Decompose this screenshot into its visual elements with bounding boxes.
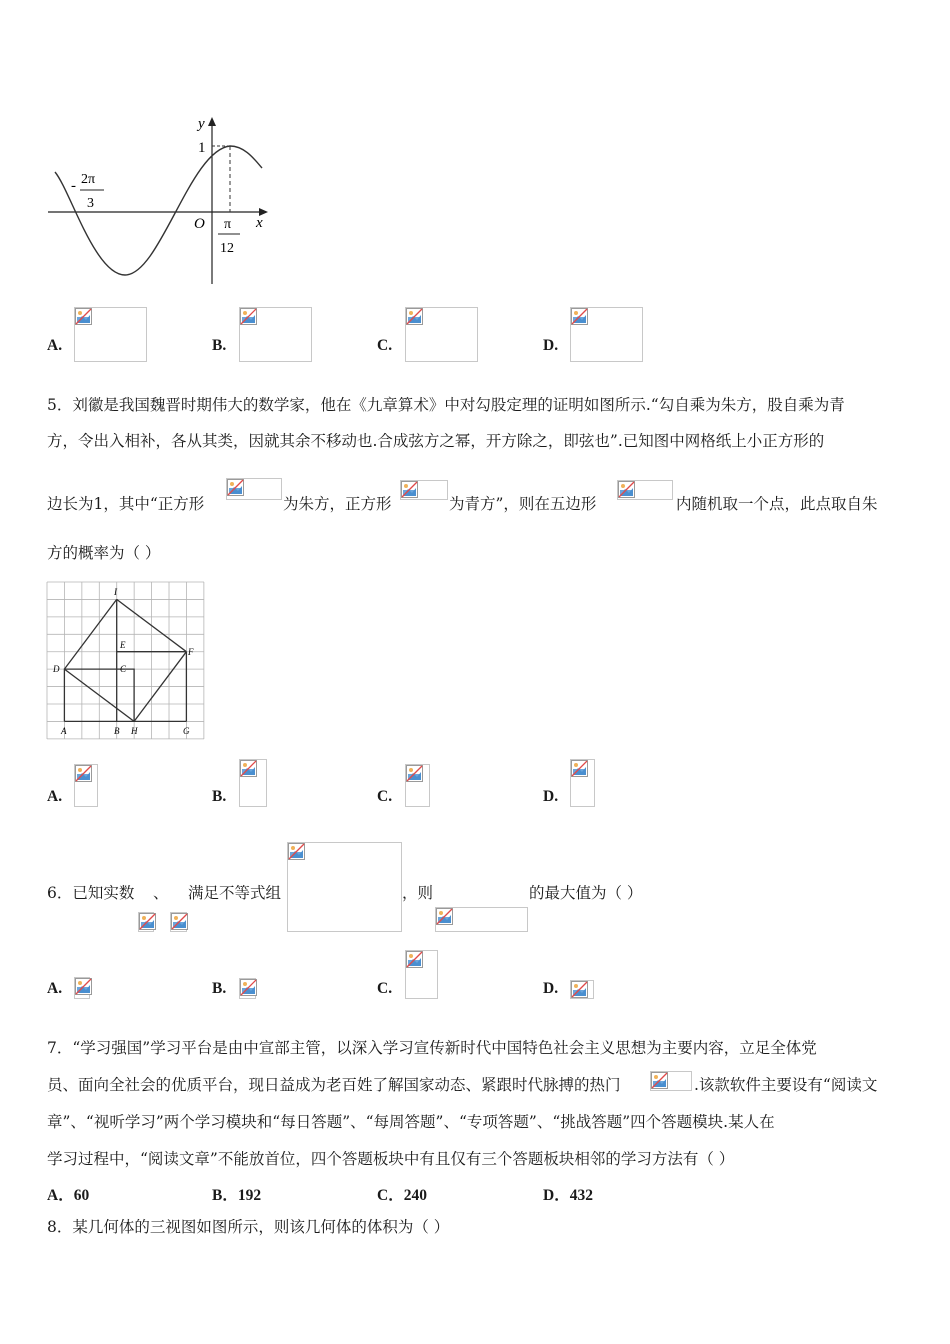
grid-label-d: D bbox=[53, 664, 60, 674]
broken-image-icon bbox=[571, 308, 588, 325]
broken-image-icon bbox=[139, 913, 156, 930]
q7-line1: 7．“学习强国”学习平台是由中宣部主管，以深入学习宣传新时代中国特色社会主义思想为主要内容，立足全体党 bbox=[47, 1039, 817, 1057]
q4-option-b-label: B. bbox=[212, 337, 227, 354]
broken-image-icon bbox=[240, 308, 257, 325]
q6-part-a: 6．已知实数 bbox=[47, 884, 135, 902]
q7-option-a: A．60 bbox=[47, 1187, 90, 1204]
grid-label-e: E bbox=[120, 640, 126, 650]
q4-option-d-label: D. bbox=[543, 337, 559, 354]
broken-image-icon bbox=[406, 951, 423, 968]
q7-option-c: C．240 bbox=[377, 1187, 427, 1204]
q6-option-c-image bbox=[405, 950, 438, 999]
broken-image-icon bbox=[651, 1072, 668, 1089]
broken-image-icon bbox=[436, 908, 453, 925]
broken-image-icon bbox=[401, 481, 418, 498]
q7-line4: 学习过程中，“阅读文章”不能放首位，四个答题板块中有且仅有三个答题板块相邻的学习方法有（ ） bbox=[47, 1150, 735, 1168]
neg-sign: - bbox=[71, 178, 76, 194]
q6-option-a-image bbox=[74, 977, 90, 999]
neg-tick-denominator: 3 bbox=[87, 196, 94, 211]
origin-label: O bbox=[194, 216, 205, 232]
neg-tick-numerator: 2π bbox=[81, 172, 96, 187]
q5-option-b-label: B. bbox=[212, 788, 227, 805]
broken-image-icon bbox=[618, 481, 635, 498]
q6-variable-x-image bbox=[138, 912, 154, 932]
grid-label-a: A bbox=[61, 726, 67, 736]
q6-option-b-image bbox=[239, 978, 256, 999]
q7-option-d: D．432 bbox=[543, 1187, 593, 1204]
broken-image-icon bbox=[288, 843, 305, 860]
q5-option-b-image bbox=[239, 759, 267, 807]
q6-expression-image bbox=[435, 907, 528, 932]
q5-option-d-label: D. bbox=[543, 788, 559, 805]
y-tick-one: 1 bbox=[198, 140, 206, 156]
q5-option-a-image bbox=[74, 764, 98, 807]
q4-option-a-label: A. bbox=[47, 337, 63, 354]
broken-image-icon bbox=[227, 479, 244, 496]
grid-label-f: F bbox=[188, 647, 194, 657]
pythagoras-grid-figure bbox=[45, 580, 207, 742]
q5-line3-a: 边长为1，其中“正方形 bbox=[47, 495, 205, 513]
grid-label-c: C bbox=[120, 664, 127, 674]
broken-image-icon bbox=[571, 981, 588, 998]
q6-option-d-label: D. bbox=[543, 980, 559, 997]
x-axis-label: x bbox=[256, 215, 263, 231]
q8-line1: 8．某几何体的三视图如图所示，则该几何体的体积为（ ） bbox=[47, 1218, 450, 1236]
q5-square-qing-image bbox=[400, 480, 448, 500]
q6-inequality-system-image bbox=[287, 842, 402, 932]
broken-image-icon bbox=[240, 979, 257, 996]
q5-square-zhu-image bbox=[226, 478, 282, 500]
broken-image-icon bbox=[75, 308, 92, 325]
q6-option-d-image bbox=[570, 980, 594, 999]
q6-option-a-label: A. bbox=[47, 980, 63, 997]
q7-line3: 章”、“视听学习”两个学习模块和“每日答题”、“每周答题”、“专项答题”、“挑战答题”四个答题模块.某人在 bbox=[47, 1113, 775, 1131]
q5-line3-c: 为青方”，则在五边形 bbox=[449, 495, 597, 513]
broken-image-icon bbox=[75, 978, 92, 995]
q5-line2: 方，令出入相补，各从其类，因就其余不移动也.合成弦方之幂，开方除之，即弦也”.已知图中网格纸上小正方形的 bbox=[47, 432, 825, 450]
broken-image-icon bbox=[171, 913, 188, 930]
q7-line2-b: .该款软件主要设有“阅读文 bbox=[694, 1076, 878, 1094]
q7-option-b: B．192 bbox=[212, 1187, 262, 1204]
q6-variable-y-image bbox=[170, 912, 187, 932]
q4-option-c-label: C. bbox=[377, 337, 393, 354]
grid-label-b: B bbox=[114, 726, 120, 736]
y-axis-label: y bbox=[198, 116, 205, 132]
broken-image-icon bbox=[240, 760, 257, 777]
q5-line3-d: 内随机取一个点，此点取自朱 bbox=[676, 495, 878, 513]
grid-label-i: I bbox=[114, 587, 117, 597]
grid-label-g: G bbox=[183, 726, 190, 736]
q6-option-c-label: C. bbox=[377, 980, 393, 997]
broken-image-icon bbox=[406, 765, 423, 782]
sine-graph-figure bbox=[40, 105, 280, 290]
q6-part-d: ，则 bbox=[402, 884, 434, 902]
q5-option-d-image bbox=[570, 759, 595, 807]
q5-option-a-label: A. bbox=[47, 788, 63, 805]
q5-pentagon-image bbox=[617, 480, 673, 500]
q5-option-c-image bbox=[405, 764, 430, 807]
q6-part-b: 、 bbox=[153, 884, 169, 902]
grid-label-h: H bbox=[131, 726, 138, 736]
q4-option-c-image bbox=[405, 307, 478, 362]
q7-line2-a: 员、面向全社会的优质平台，现日益成为老百姓了解国家动态、紧跟时代脉搏的热门 bbox=[47, 1076, 621, 1094]
q6-part-c: 满足不等式组 bbox=[188, 884, 282, 902]
broken-image-icon bbox=[406, 308, 423, 325]
pos-tick-denominator: 12 bbox=[220, 241, 234, 256]
q6-option-b-label: B. bbox=[212, 980, 227, 997]
q5-line4: 方的概率为（ ） bbox=[47, 544, 161, 562]
q5-line3-b: 为朱方，正方形 bbox=[283, 495, 392, 513]
q6-part-e: 的最大值为（ ） bbox=[529, 884, 643, 902]
q5-option-c-label: C. bbox=[377, 788, 393, 805]
q4-option-b-image bbox=[239, 307, 312, 362]
broken-image-icon bbox=[75, 765, 92, 782]
q5-line1: 5．刘徽是我国魏晋时期伟大的数学家，他在《九章算术》中对勾股定理的证明如图所示.“勾自乘为朱方，股自乘为青 bbox=[47, 396, 845, 414]
broken-image-icon bbox=[571, 760, 588, 777]
q4-option-d-image bbox=[570, 307, 643, 362]
pos-tick-numerator: π bbox=[224, 217, 232, 232]
q7-inline-image bbox=[650, 1071, 692, 1091]
q4-option-a-image bbox=[74, 307, 147, 362]
